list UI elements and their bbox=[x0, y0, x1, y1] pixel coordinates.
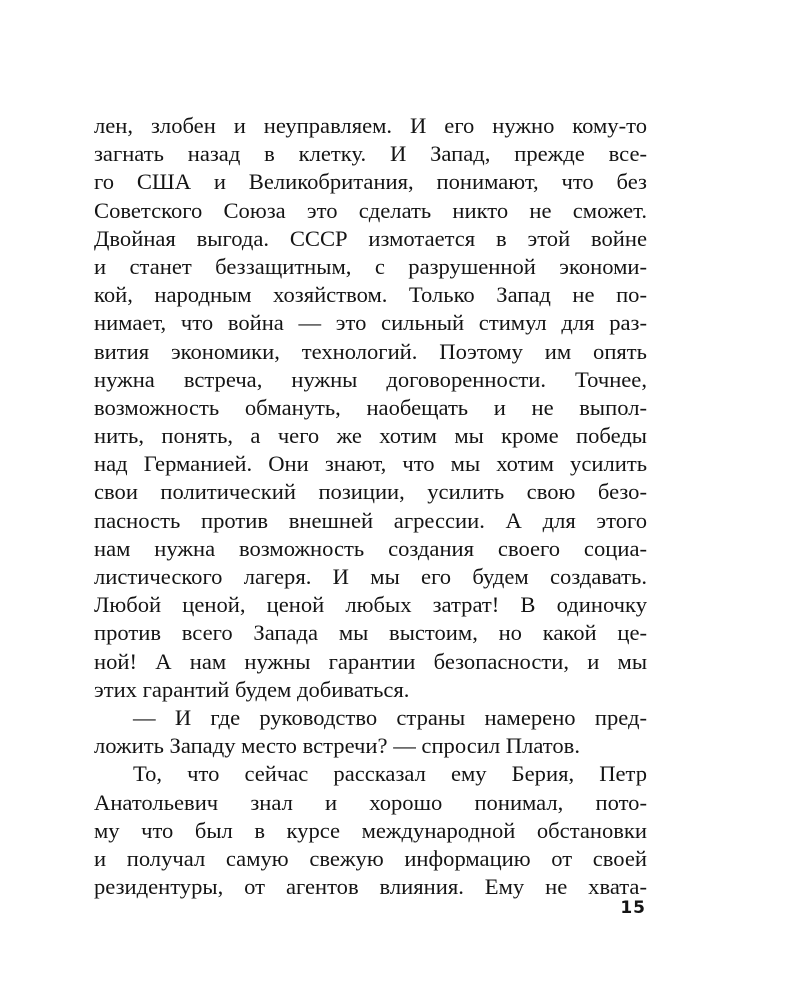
text-line: и станет беззащитным, с разрушенной экономи- bbox=[94, 253, 647, 279]
text-line: этих гарантий будем добиваться. bbox=[94, 676, 410, 702]
text-line: листического лагеря. И мы его будем создавать. bbox=[94, 564, 647, 589]
text-line: ложить Западу место встречи? — спросил Платов. bbox=[94, 733, 580, 759]
body-text bbox=[94, 112, 647, 901]
text-line: загнать назад в клетку. И Запад, прежде все- bbox=[94, 141, 647, 167]
text-line: му что был в курсе международной обстановки bbox=[94, 817, 647, 843]
text-line: ной! А нам нужны гарантии безопасности, и мы bbox=[94, 648, 647, 674]
text-line: нужна встреча, нужны договоренности. Точнее, bbox=[94, 366, 647, 392]
text-line: возможность обмануть, наобещать и не выпол- bbox=[94, 394, 647, 420]
text-line: нимает, что война — это сильный стимул для раз- bbox=[94, 310, 647, 336]
page-number: 15 bbox=[620, 898, 646, 918]
text-line: нам нужна возможность создания своего социа- bbox=[94, 535, 647, 561]
text-line: нить, понять, а чего же хотим мы кроме победы bbox=[94, 423, 647, 449]
text-line: кой, народным хозяйством. Только Запад не по- bbox=[94, 282, 647, 308]
text-line: Советского Союза это сделать никто не сможет. bbox=[94, 197, 647, 223]
text-line: над Германией. Они знают, что мы хотим усилить bbox=[94, 451, 647, 477]
text-line: пасность против внешней агрессии. А для этого bbox=[94, 507, 647, 533]
text-line: вития экономики, технологий. Поэтому им опять bbox=[94, 338, 647, 364]
text-line: лен, злобен и неуправляем. И его нужно кому-то bbox=[94, 113, 647, 138]
text-line: То, что сейчас рассказал ему Берия, Петр bbox=[133, 761, 647, 787]
text-line: Двойная выгода. СССР измотается в этой войне bbox=[94, 225, 647, 251]
text-line: — И где руководство страны намерено пред- bbox=[133, 704, 647, 730]
text-line: Анатольевич знал и хорошо понимал, пото- bbox=[94, 789, 647, 815]
text-line: свои политический позиции, усилить свою безо- bbox=[94, 479, 647, 505]
text-line: против всего Запада мы выстоим, но какой це- bbox=[94, 620, 647, 646]
text-line: Любой ценой, ценой любых затрат! В одиночку bbox=[94, 592, 647, 618]
text-line: резидентуры, от агентов влияния. Ему не хвата- bbox=[94, 874, 647, 900]
text-line: го США и Великобритания, понимают, что без bbox=[94, 169, 647, 195]
text-line: и получал самую свежую информацию от своей bbox=[94, 845, 647, 871]
